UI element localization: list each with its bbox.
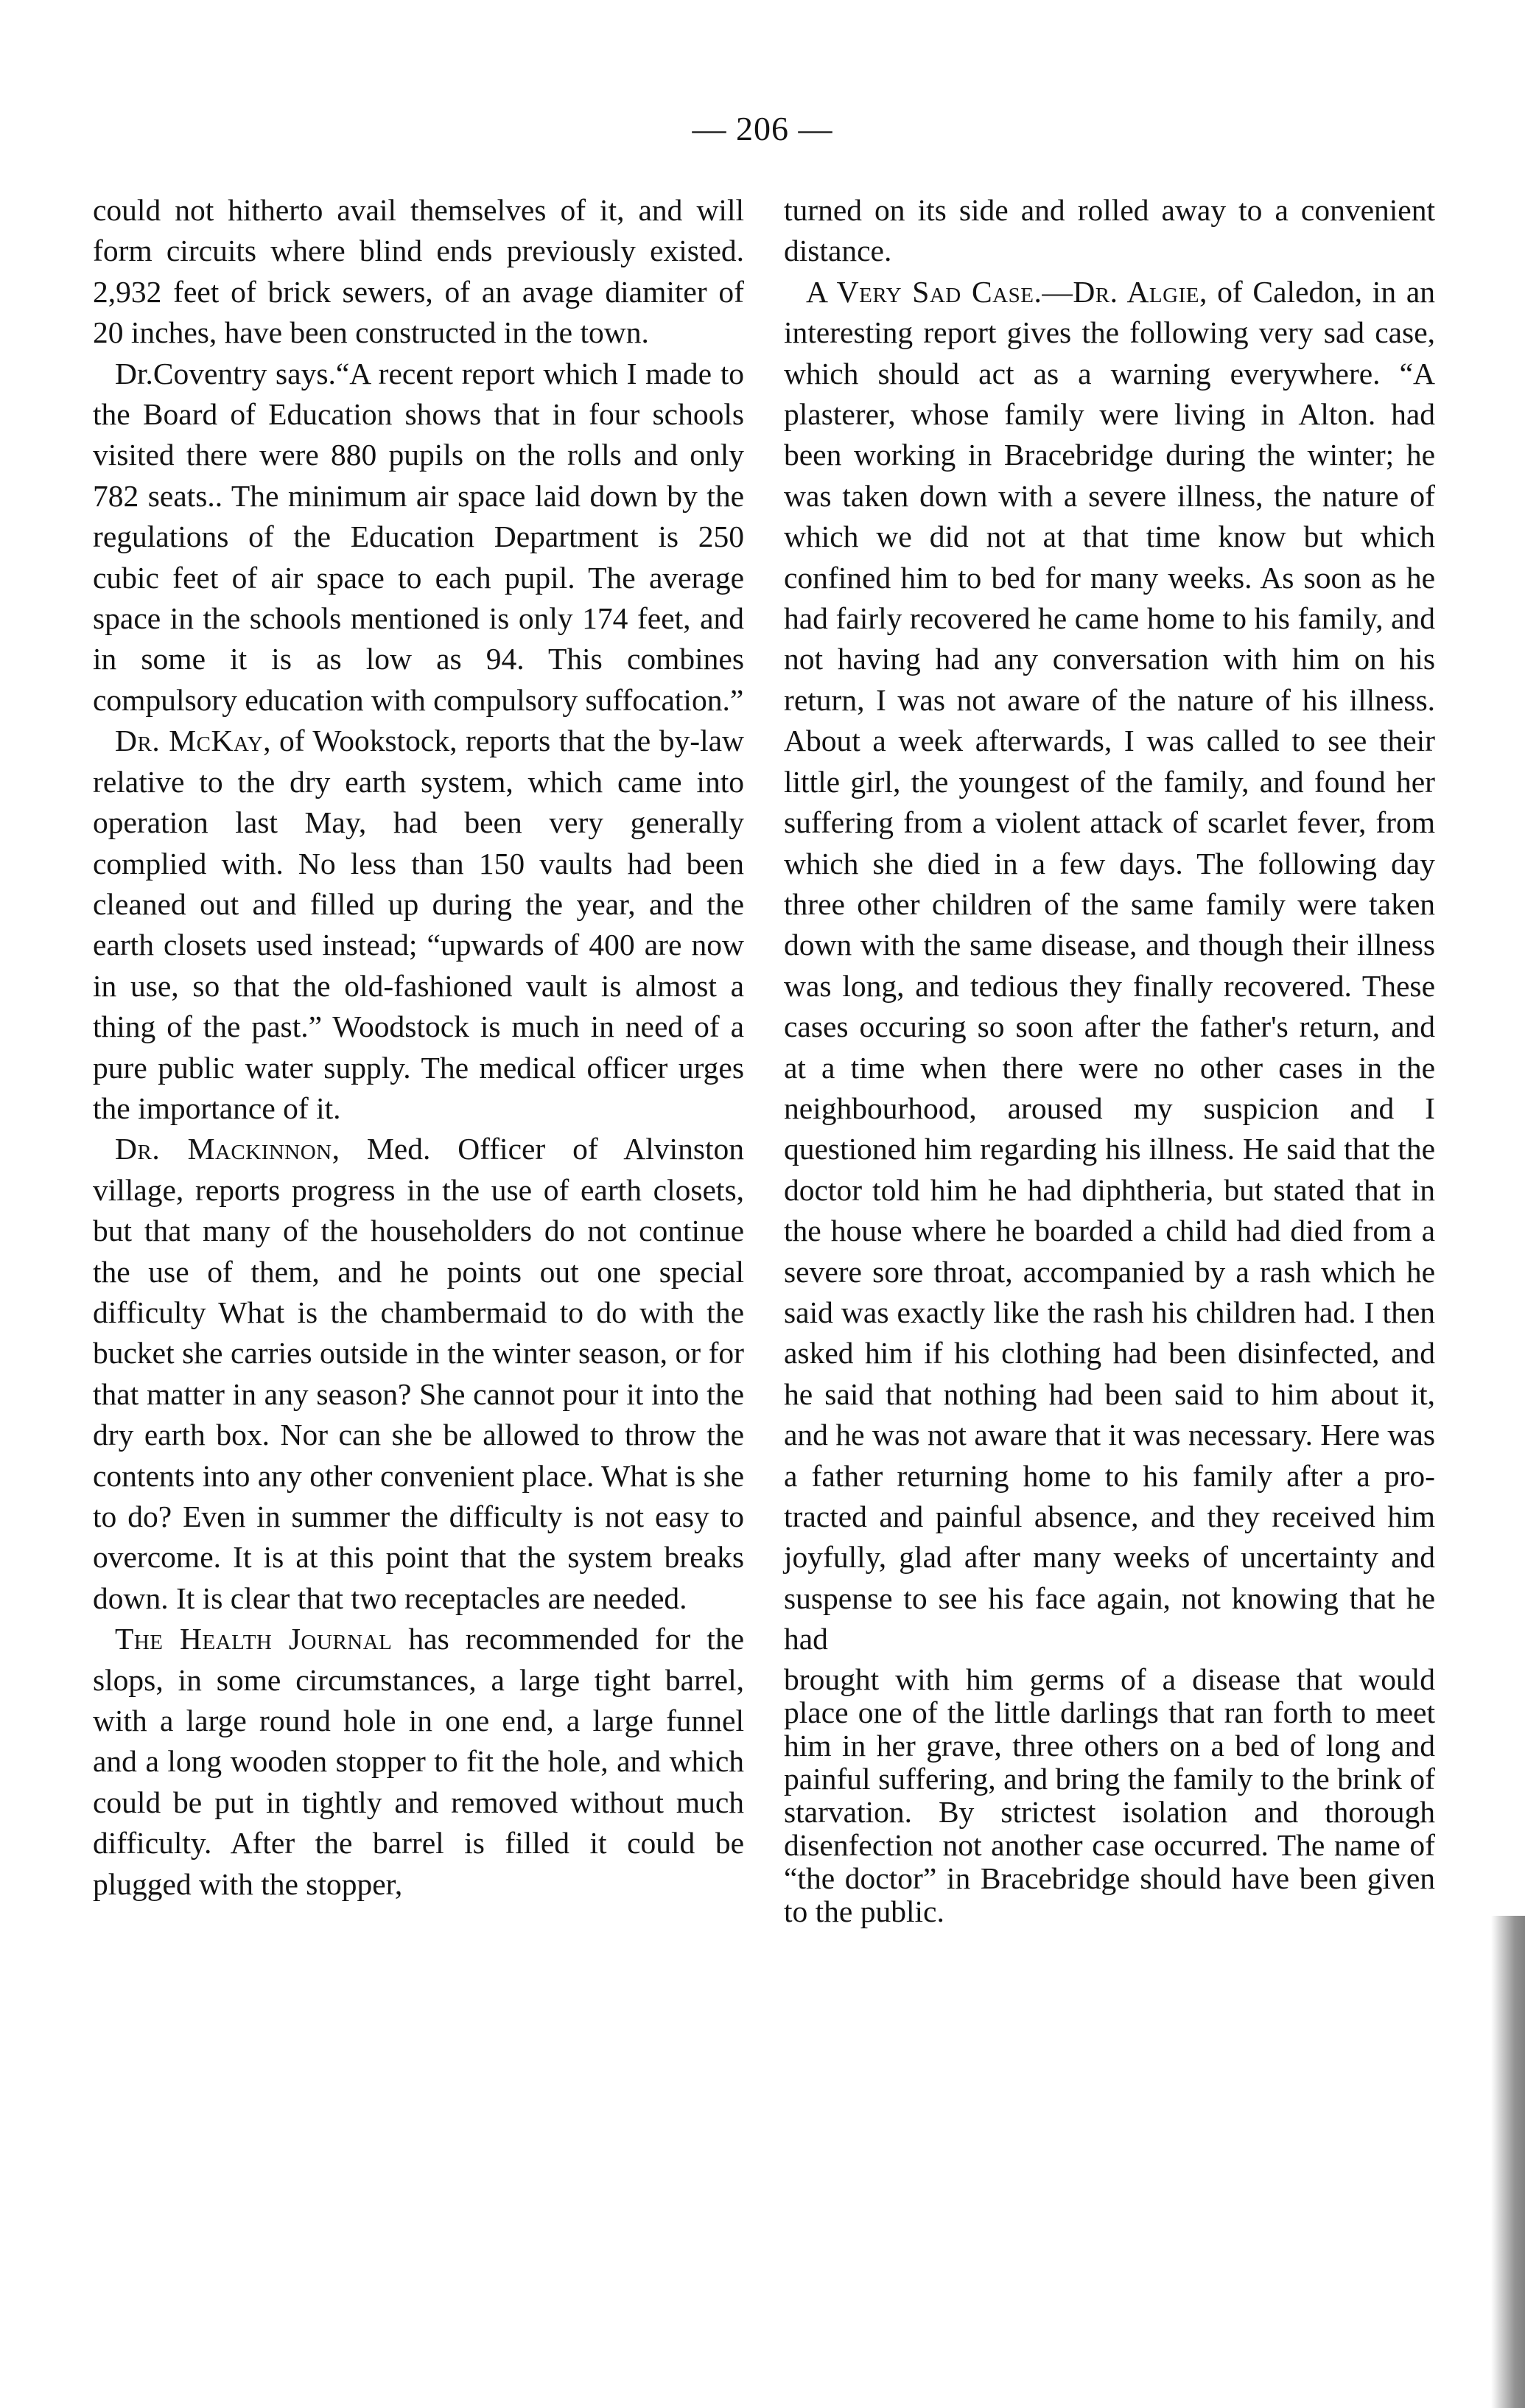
mackinnon-heading: Dr. Mackinnon xyxy=(115,1132,332,1166)
right-column xyxy=(784,190,1435,1928)
left-paragraph-3 xyxy=(93,721,744,1129)
left-paragraph-4 xyxy=(93,1129,744,1619)
health-journal-heading: The Health Journal xyxy=(115,1622,393,1656)
right-paragraph-2 xyxy=(784,272,1435,1660)
mckay-text: , of Wookstock, reports that the by-law relative to the dry earth system, which came into operation last May, had been very generally complied with. No less than 150 vaults had been cleaned out and filled up during the year, and the earth closets used instead; “upwards of 400 are now in use, so that the old-fashioned vault is almost a thing of the past.” Woodstock is much in need of a pure public water supply. The medical officer urges the importance of it. xyxy=(93,724,744,1125)
left-paragraph-1: could not hitherto avail themselves of it, and will form circuits where blind ends previously existed. 2,932 feet of brick sewers, of an avage diamiter of 20 inches, have been constructed in the town. xyxy=(93,193,744,350)
left-paragraph-2: Dr.Coventry says.“A recent report which I made to the Board of Education shows that in four schools visited there were 880 pupils on the rolls and only 782 seats.. The minimum air space laid down by the regulations of the Education Department is 250 cubic feet of air space to each pupil. The average space in the schools mentioned is only 174 feet, and in some it is as low as 94. This combines compulsory education with compulsory suffocation.” xyxy=(93,356,744,717)
mackinnon-text: , Med. Officer of Alvinston village, reports progress in the use of earth closets, but that many of the householders do not continue the use of them, and he points out one special difficulty What is the chambermaid to do with the bucket she carries outside in the winter season, or for that matter in any season? She cannot pour it into the dry earth box. Nor can she be allowed to throw the contents into any other convenient place. What is she to do? Even in summer the difficulty is not easy to overcome. It is at this point that the system breaks down. It is clear that two receptacles are needed. xyxy=(93,1132,744,1615)
page-number: — 206 — xyxy=(692,110,833,147)
left-column xyxy=(93,190,744,1905)
page-edge-shadow xyxy=(1491,1916,1525,2408)
sad-case-heading: A Very Sad Case.—Dr. Algie xyxy=(806,274,1199,309)
health-journal-text: has recommended for the slops, in some circumstances, a large tight barrel, with a large round hole in one end, a large funnel and a long wooden stopper to fit the hole, and which could be put in tightly and removed without much difficulty. After the barrel is filled it could be plugged with the stopper, xyxy=(93,1622,744,1901)
left-paragraph-5 xyxy=(93,1619,744,1905)
mckay-heading: Dr. McKay xyxy=(115,724,264,758)
right-paragraph-1: turned on its side and rolled away to a convenient distance. xyxy=(784,193,1435,268)
right-paragraph-3: brought with him germs of a disease that would place one of the little darlings that ran forth to meet him in her grave, three others on a bed of long and painful suffering, and bring the family to the brink of starvation. By strictest isolation and thorough disenfection not another case occurred. The name of “the doctor” in Bracebridge should have been given to the public. xyxy=(784,1662,1435,1928)
sad-case-text: , of Caledon, in an interesting report gives the following very sad case, which should act as a warning everywhere. “A plasterer, whose family were living in Alton. had been working in Bracebridge during the winter; he was taken down with a severe illness, the nature of which we did not at that time know but which confined him to bed for many weeks. As soon as he had fairly recovered he came home to his family, and not having had any conversation with him on his return, I was not aware of the nature of his illness. About a week afterwards, I was called to see their little girl, the youngest of the family, and found her suffering from a violent attack of scarlet fever, from which she died in a few days. The following day three other children of the same family were taken down with the same disease, and though their illness was long, and tedious they finally recovered. These cases occuring so soon after the father's return, and at a time when there were no other cases in the neighbourhood, aroused my suspicion and I questioned him regarding his illness. He said that the doctor told him he had diphtheria, but stated that in the house where he boarded a child had died from a severe sore throat, accompanied by a rash which he said was exactly like the rash his children had. I then asked him if his clothing had been disinfected, and he said that nothing had been said to him about it, and he was not aware that it was necessary. Here was a father returning home to his family after a protracted and painful absence, and they received him joyfully, glad after many weeks of uncertainty and suspense to see his face again, not knowing that he had xyxy=(784,274,1435,1656)
